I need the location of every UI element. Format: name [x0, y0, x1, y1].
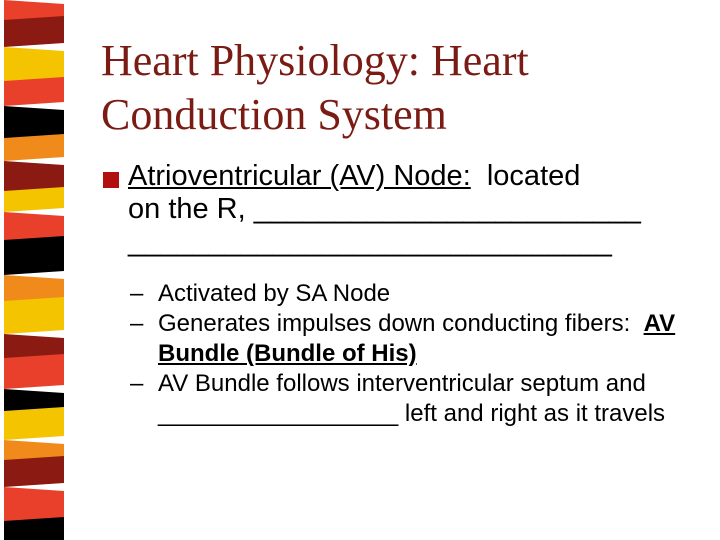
stripe-block: [4, 456, 64, 487]
stripe-block: [4, 354, 64, 389]
av-bundle-term: AV Bundle (Bundle of His): [158, 310, 676, 367]
stripe-block: [4, 236, 64, 275]
dash-marker: –: [130, 310, 144, 337]
stripe-block: [4, 407, 64, 440]
sub-item-text: AV Bundle follows interventricular septum and __________________ left and right as it travels: [158, 370, 666, 427]
sub-bullets: [130, 279, 690, 429]
sub-item-activated: [130, 279, 690, 309]
stripe-block: [4, 77, 64, 106]
stripe-block: [4, 517, 64, 540]
main-line-2: on the R, ________________________: [128, 193, 641, 225]
stripe-block: [4, 16, 64, 47]
title-line-2: Conduction System: [101, 90, 447, 139]
main-line-1: [128, 160, 688, 193]
slide-title: [101, 34, 701, 142]
main-bullet: [128, 160, 688, 259]
sub-item-follows: [130, 369, 690, 429]
dash-marker: –: [130, 370, 144, 397]
av-node-term: Atrioventricular (AV) Node:: [128, 160, 471, 192]
sub-item-text: Generates impulses down conducting fibers:: [158, 310, 644, 337]
decorative-stripe: [0, 0, 72, 540]
sub-item-text: Activated by SA Node: [158, 280, 391, 307]
title-line-1: Heart Physiology: Heart: [101, 36, 529, 85]
stripe-block: [4, 187, 64, 212]
main-after-term: located: [470, 160, 581, 192]
stripe-block: [4, 134, 64, 161]
stripe-block: [4, 297, 64, 334]
sub-item-generates: [130, 309, 690, 369]
dash-marker: –: [130, 280, 144, 307]
main-line-3: ______________________________: [128, 226, 612, 258]
bullet-square-icon: [103, 172, 119, 188]
